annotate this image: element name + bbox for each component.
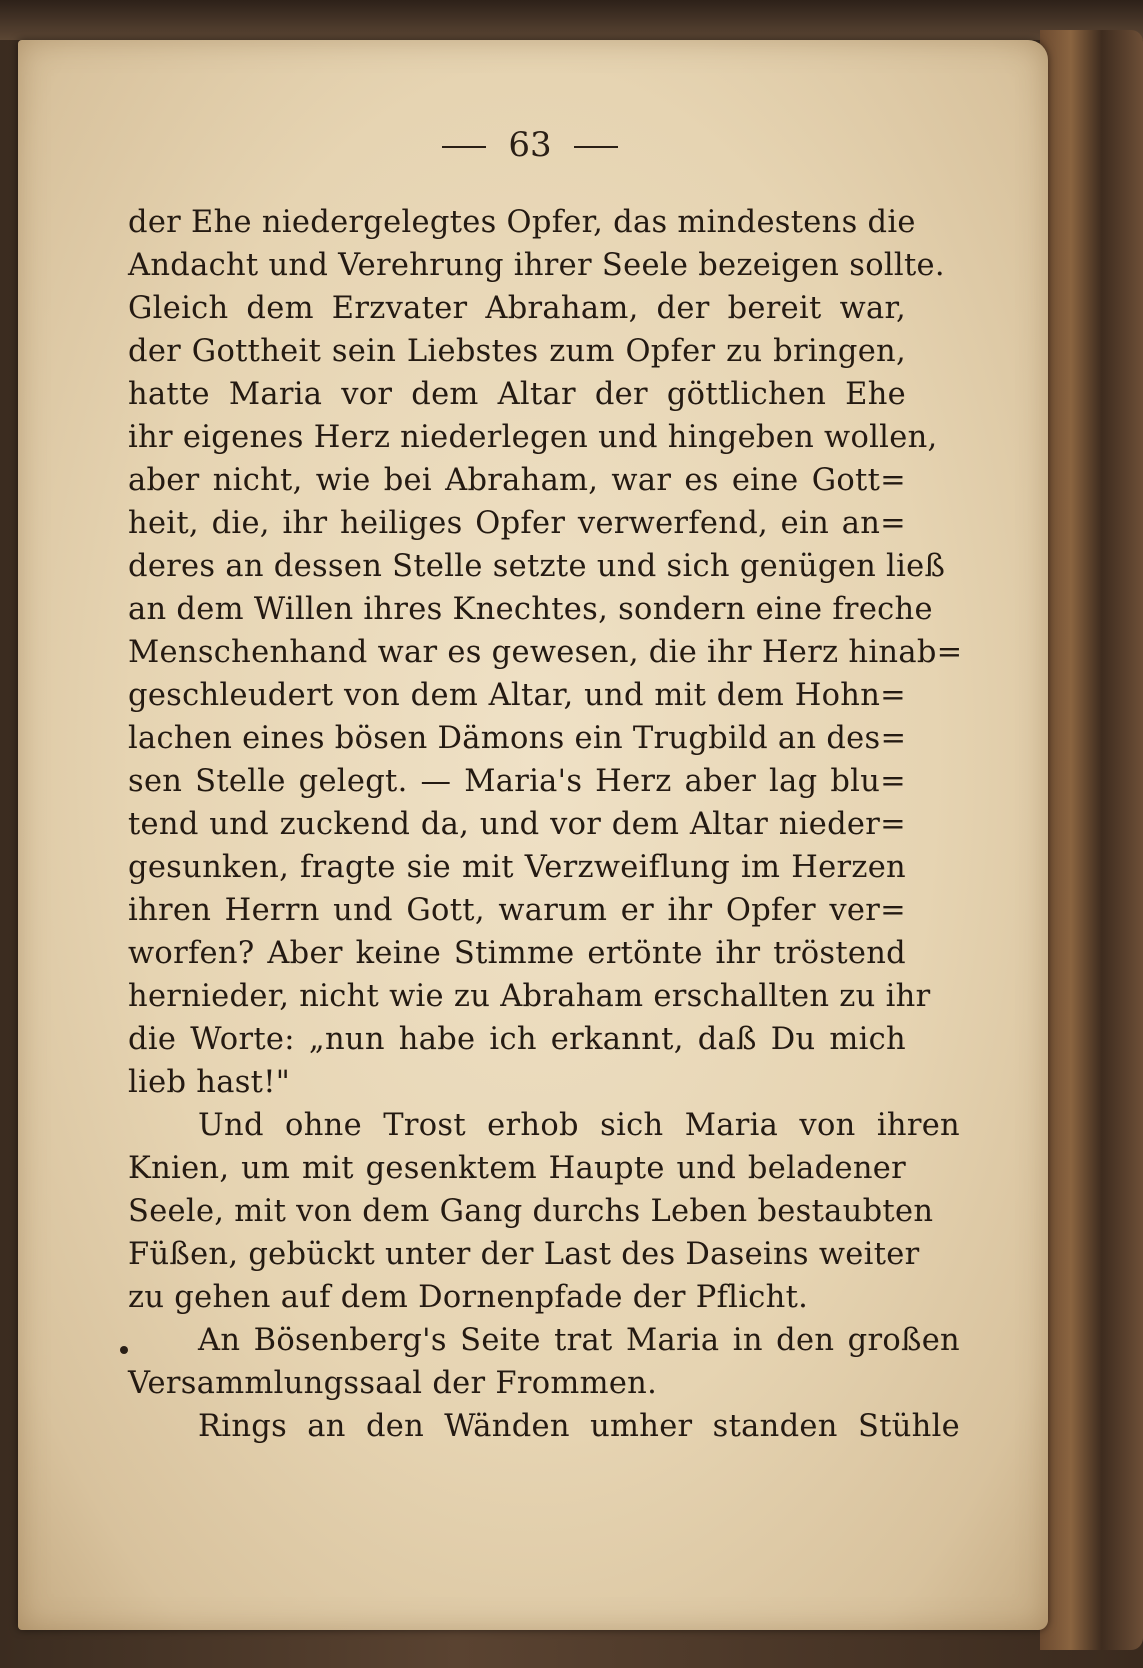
paragraph-first-line: Rings an den Wänden umher standen Stühle	[198, 1409, 960, 1444]
dash-left	[442, 146, 486, 148]
text-line: Menschenhand war es gewesen, die ihr Herz hinab=	[128, 635, 963, 670]
text-line: hernieder, nicht wie zu Abraham erschallten zu ihr	[128, 979, 931, 1014]
book-spine-edge	[1040, 30, 1143, 1650]
text-line: lieb hast!"	[128, 1065, 291, 1100]
text-line: Knien, um mit gesenktem Haupte und beladener	[128, 1151, 906, 1186]
text-line: ihr eigenes Herz niederlegen und hingeben wollen,	[128, 420, 938, 455]
dash-right	[574, 146, 618, 148]
book-cover-top-edge	[0, 0, 1143, 40]
text-line: Gleich dem Erzvater Abraham, der bereit war,	[128, 291, 906, 326]
page-number-value: 63	[508, 125, 552, 165]
text-line: ihren Herrn und Gott, warum er ihr Opfer ver=	[128, 893, 906, 928]
text-line: zu gehen auf dem Dornenpfade der Pflicht.	[128, 1280, 809, 1315]
text-line: die Worte: „nun habe ich erkannt, daß Du mich	[128, 1022, 906, 1057]
text-line: deres an dessen Stelle setzte und sich genügen ließ	[128, 549, 946, 584]
text-line: der Gottheit sein Liebstes zum Opfer zu bringen,	[128, 334, 906, 369]
text-line: hatte Maria vor dem Altar der göttlichen Ehe	[128, 377, 906, 412]
text-line: sen Stelle gelegt. — Maria's Herz aber lag blu=	[128, 764, 906, 799]
text-line: der Ehe niedergelegtes Opfer, das mindestens die	[128, 205, 916, 240]
text-line: geschleudert von dem Altar, und mit dem Hohn=	[128, 678, 906, 713]
text-line: gesunken, fragte sie mit Verzweiflung im Herzen	[128, 850, 906, 885]
page-number	[0, 125, 1060, 165]
text-line: aber nicht, wie bei Abraham, war es eine Gott=	[128, 463, 906, 498]
text-line: worfen? Aber keine Stimme ertönte ihr tröstend	[128, 936, 906, 971]
text-line: an dem Willen ihres Knechtes, sondern eine freche	[128, 592, 933, 627]
paragraph-first-line: Und ohne Trost erhob sich Maria von ihren	[198, 1108, 960, 1143]
text-line: tend und zuckend da, und vor dem Altar nieder=	[128, 807, 906, 842]
text-line: Andacht und Verehrung ihrer Seele bezeigen sollte.	[128, 248, 945, 283]
text-line: Versammlungssaal der Frommen.	[128, 1366, 658, 1401]
text-line: Füßen, gebückt unter der Last des Daseins weiter	[128, 1237, 920, 1272]
text-line: lachen eines bösen Dämons ein Trugbild an des=	[128, 721, 907, 756]
ink-dot	[120, 1346, 128, 1354]
text-line: Seele, mit von dem Gang durchs Leben bestaubten	[128, 1194, 934, 1229]
text-line: heit, die, ihr heiliges Opfer verwerfend, ein an=	[128, 506, 906, 541]
paragraph-first-line: An Bösenberg's Seite trat Maria in den großen	[198, 1323, 960, 1358]
